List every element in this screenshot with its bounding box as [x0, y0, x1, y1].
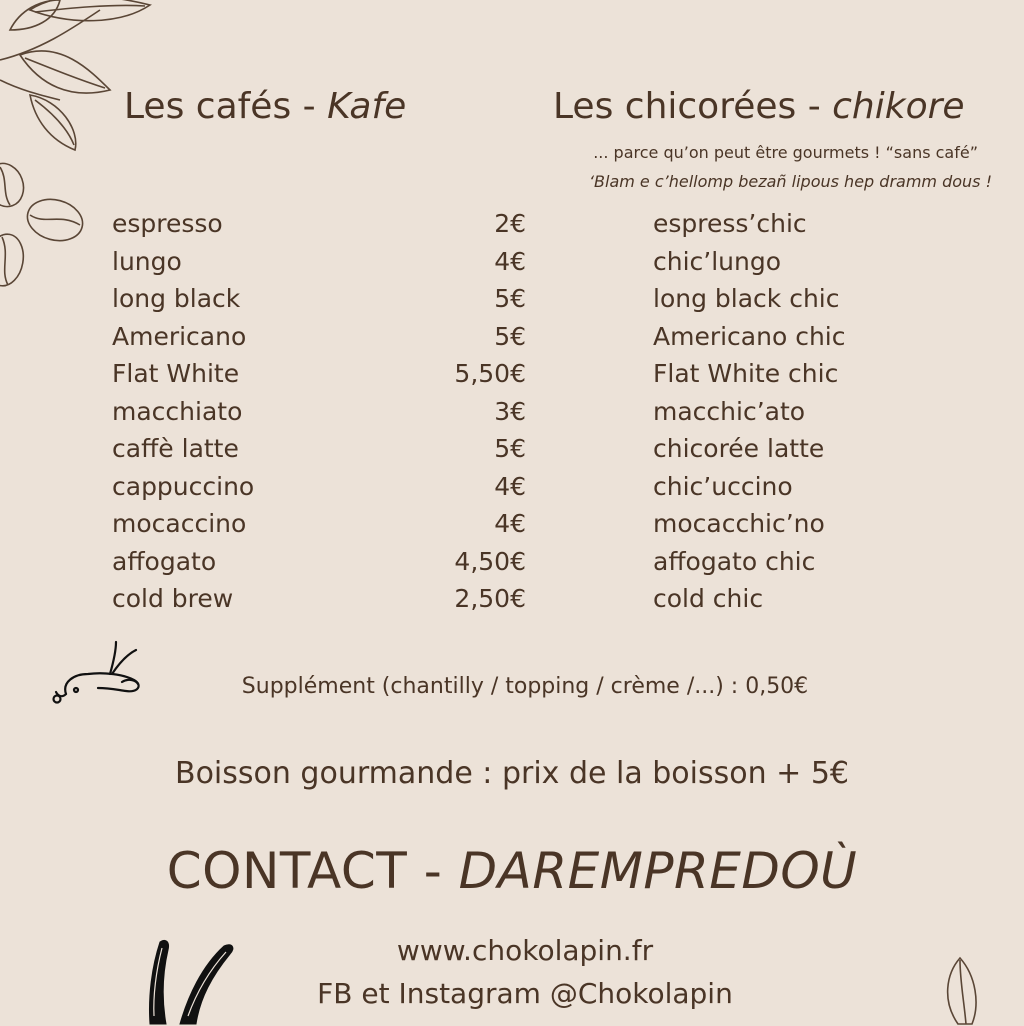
- chicorees-subtitle-breton: ‘Blam e c’hellomp bezañ lipous hep dramm dous !: [588, 172, 992, 191]
- cafe-item-price: 2,50€: [454, 584, 526, 613]
- chicoree-item: mocacchic’no: [653, 509, 825, 538]
- chicoree-item: espress’chic: [653, 209, 807, 238]
- cafe-item-name: caffè latte: [112, 434, 239, 463]
- chicoree-item: chic’lungo: [653, 246, 782, 276]
- chicoree-item: cold chic: [653, 584, 764, 613]
- cafe-item-name: long black: [112, 284, 241, 313]
- leaf-branch-illustration: [0, 0, 170, 150]
- coffee-bean-illustration: [0, 155, 100, 295]
- cafe-item-price: 4,50€: [454, 546, 526, 576]
- cafe-item-price: 2€: [494, 209, 526, 238]
- contact-title-italic: DAREMPREDOÙ: [458, 842, 858, 900]
- cafe-item-name: Flat White: [112, 359, 240, 388]
- cafe-item-name: Americano: [112, 321, 247, 351]
- leaf-outline-illustration: [938, 956, 998, 1026]
- cafe-item-name: espresso: [112, 209, 223, 238]
- chicoree-item: long black chic: [653, 284, 840, 313]
- cafe-item: [112, 505, 526, 543]
- cafe-item: [112, 318, 526, 356]
- cafes-title: [124, 86, 406, 127]
- chicorees-title-main: Les chicorées -: [553, 86, 833, 127]
- cafe-item-name: mocaccino: [112, 509, 247, 538]
- chicoree-item: Flat White chic: [653, 359, 839, 388]
- chicoree-item: chicorée latte: [653, 434, 825, 463]
- cafes-list: [112, 205, 526, 618]
- cafe-item: [112, 468, 526, 506]
- chicorees-subtitle: ... parce qu’on peut être gourmets ! “sans café”: [593, 143, 978, 162]
- cafe-item-name: cold brew: [112, 584, 234, 613]
- cafe-item: [112, 543, 526, 581]
- social-handle: FB et Instagram @Chokolapin: [317, 977, 733, 1010]
- contact-title-main: CONTACT -: [166, 842, 459, 900]
- cafe-item: [112, 280, 526, 318]
- cafe-item-price: 3€: [494, 396, 526, 426]
- cafes-title-main: Les cafés -: [124, 86, 328, 127]
- cafe-item: [112, 243, 526, 281]
- cafe-item-name: cappuccino: [112, 471, 255, 501]
- cafe-item-price: 5€: [494, 284, 526, 313]
- gourmande-text: Boisson gourmande : prix de la boisson + 5€: [175, 756, 849, 791]
- chicoree-item: affogato chic: [653, 546, 816, 576]
- cafe-item: [112, 205, 526, 243]
- cafe-item: [112, 580, 526, 618]
- cafe-item-price: 5€: [494, 434, 526, 463]
- website-link[interactable]: www.chokolapin.fr: [396, 934, 654, 967]
- cafe-item-price: 5€: [494, 321, 526, 351]
- chicoree-item: chic’uccino: [653, 471, 793, 501]
- chicoree-item: macchic’ato: [653, 396, 806, 426]
- cafe-item-price: 5,50€: [454, 359, 526, 388]
- cafes-title-italic: Kafe: [327, 86, 407, 127]
- rabbit-ears-doodle: [140, 936, 240, 1026]
- supplement-text: Supplément (chantilly / topping / crème /...) : 0,50€: [241, 674, 809, 699]
- cafe-item-name: lungo: [112, 246, 182, 276]
- cafe-item-price: 4€: [494, 471, 526, 501]
- cafe-item: [112, 355, 526, 393]
- cafe-item-price: 4€: [494, 246, 526, 276]
- cafe-item: [112, 393, 526, 431]
- cafe-item-price: 4€: [494, 509, 526, 538]
- chicorees-title-italic: chikore: [832, 86, 965, 127]
- cafe-item-name: macchiato: [112, 396, 243, 426]
- chicorees-list: [653, 205, 993, 618]
- cafe-item: [112, 430, 526, 468]
- chicoree-item: Americano chic: [653, 321, 846, 351]
- cafe-item-name: affogato: [112, 546, 217, 576]
- chicorees-title: [553, 86, 965, 127]
- contact-title: [0, 842, 1024, 900]
